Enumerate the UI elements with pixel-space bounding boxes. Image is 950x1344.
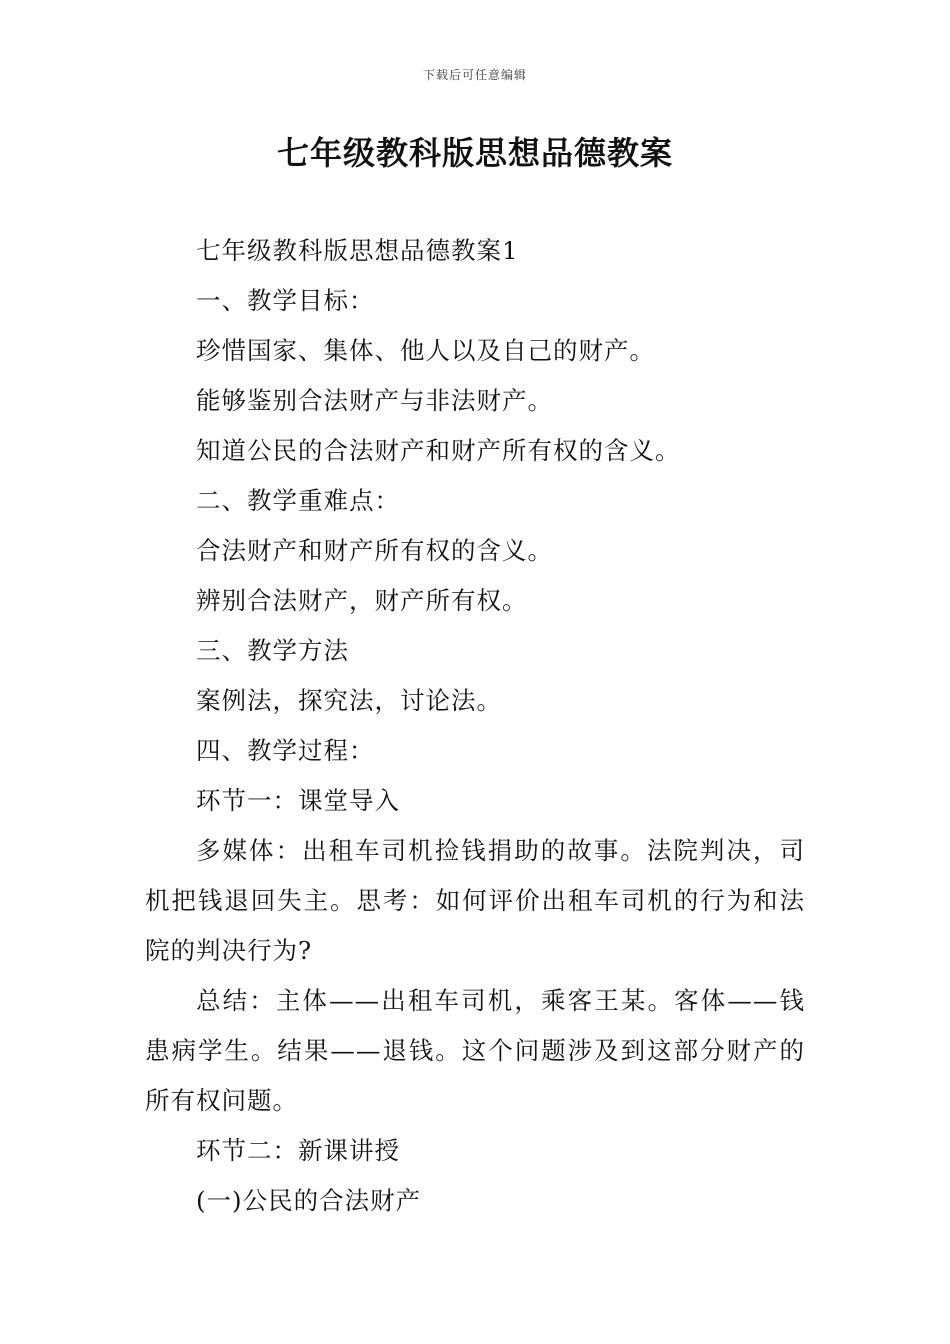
paragraph: 二、教学重难点： bbox=[196, 486, 400, 515]
paragraph: (一)公民的合法财产 bbox=[196, 1186, 422, 1215]
paragraph: 一、教学目标： bbox=[196, 286, 375, 315]
paragraph: 四、教学过程： bbox=[196, 736, 375, 765]
paragraph: 能够鉴别合法财产与非法财产。 bbox=[196, 386, 553, 415]
document-body bbox=[145, 226, 805, 1226]
paragraph: 环节二：新课讲授 bbox=[196, 1136, 400, 1165]
paragraph: 案例法，探究法，讨论法。 bbox=[196, 686, 502, 715]
paragraph: 三、教学方法 bbox=[196, 636, 349, 665]
paragraph: 珍惜国家、集体、他人以及自己的财产。 bbox=[196, 336, 655, 365]
paragraph: 合法财产和财产所有权的含义。 bbox=[196, 536, 553, 565]
paragraph: 总结：主体——出租车司机，乘客王某。客体——钱患病学生。结果——退钱。这个问题涉及到这部分财产的所有权问题。 bbox=[145, 986, 805, 1115]
paragraph: 辨别合法财产，财产所有权。 bbox=[196, 586, 528, 615]
paragraph: 知道公民的合法财产和财产所有权的含义。 bbox=[196, 436, 681, 465]
paragraph: 多媒体：出租车司机捡钱捐助的故事。法院判决，司机把钱退回失主。思考：如何评价出租车司机的行为和法院的判决行为? bbox=[145, 836, 805, 965]
header-note: 下载后可任意编辑 bbox=[422, 68, 527, 82]
paragraph: 七年级教科版思想品德教案1 bbox=[196, 236, 519, 265]
paragraph: 环节一：课堂导入 bbox=[196, 786, 400, 815]
document-title: 七年级教科版思想品德教案 bbox=[276, 134, 673, 172]
